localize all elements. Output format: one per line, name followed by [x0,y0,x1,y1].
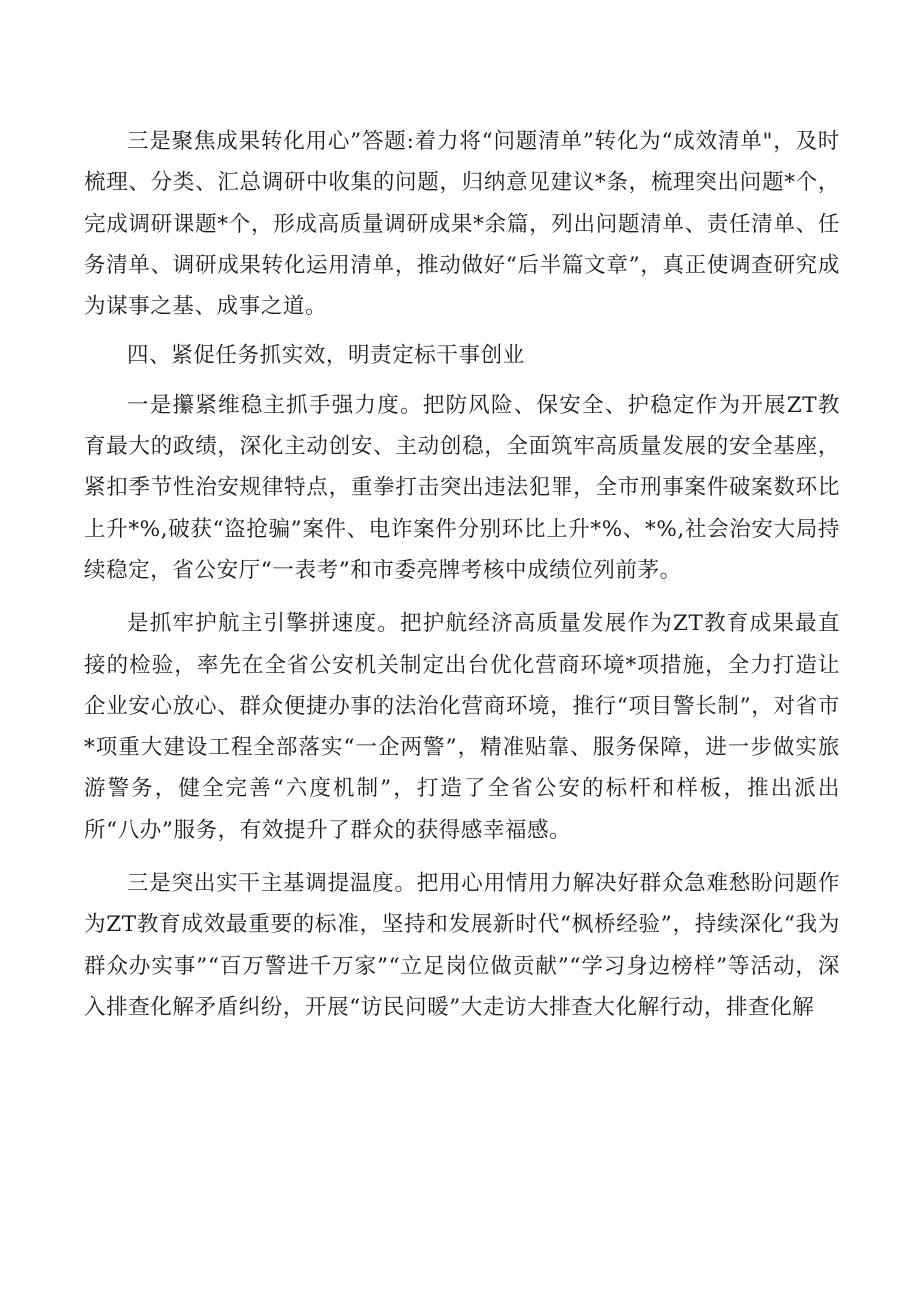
paragraph-practical-work: 三是突出实干主基调提温度。把用心用情用力解决好群众急难愁盼问题作为ZT教育成效最重要的标准，坚持和发展新时代“枫桥经验”，持续深化“我为群众办实事”“百万警进千万家”“立足岗位做贡献”“学习身边榜样”等活动，深入排查化解矛盾纠纷，开展“访民问暖”大走访大排查大化解行动，排查化解 [84,871,840,1020]
paragraph-stability: 一是攥紧维稳主抓手强力度。把防风险、保安全、护稳定作为开展ZT教育最大的政绩，深化主动创安、主动创稳，全面筑牢高质量发展的安全基座，紧扣季节性治安规律特点，重拳打击突出违法犯罪，全市刑事案件破案数环比上升*%,破获“盗抢骗”案件、电诈案件分别环比上升*%、*%,社会治安大局持续稳定，省公安厅“一表考”和市委亮牌考核中成绩位列前茅。 [84,392,840,583]
section-heading-four: 四、紧促任务抓实效，明责定标干事创业 [127,343,525,369]
document-body [84,121,840,1028]
paragraph-achievement-transformation: 三是聚焦成果转化用心”答题:着力将“问题清单”转化为“成效清单"，及时梳理、分类、汇总调研中收集的问题，归纳意见建议*条，梳理突出问题*个，完成调研课题*个，形成高质量调研成果*余篇，列出问题清单、责任清单、任务清单、调研成果转化运用清单，推动做好“后半篇文章”，真正使调查研究成为谋事之基、成事之道。 [84,129,840,320]
paragraph-economy-escort: 是抓牢护航主引擎拼速度。把护航经济高质量发展作为ZT教育成果最直接的检验，率先在全省公安机关制定出台优化营商环境*项措施，全力打造让企业安心放心、群众便捷办事的法治化营商环境，推行“项目警长制”，对省市*项重大建设工程全部落实“一企两警”，精准贴靠、服务保障，进一步做实旅游警务，健全完善“六度机制”，打造了全省公安的标杆和样板，推出派出所“八办”服务，有效提升了群众的获得感幸福感。 [84,611,840,843]
